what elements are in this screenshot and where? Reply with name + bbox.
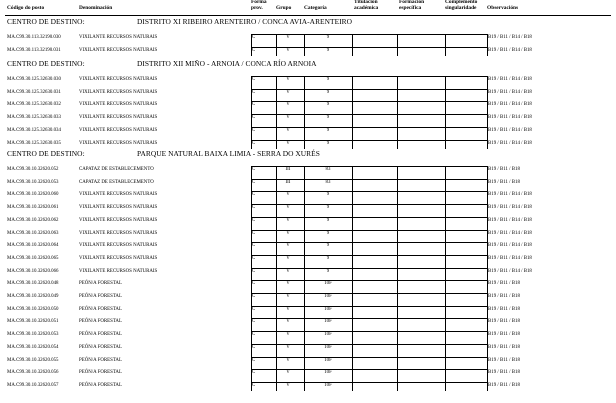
forma-provision: C <box>252 47 256 53</box>
observacions: B19 / B11 / B18 <box>488 281 520 287</box>
header-complemento-line2: singularidade <box>445 4 477 11</box>
observacions: B19 / B11 / B14 / B18 <box>488 127 532 133</box>
categoria: 10F <box>324 332 332 338</box>
post-code: MA.C99.30.10.32620.049 <box>7 294 59 299</box>
header-forma-line1: Forma <box>251 0 267 5</box>
post-code: MA.C99.30.10.32620.066 <box>7 268 59 274</box>
column-rule <box>276 34 277 56</box>
grupo: V <box>286 217 290 223</box>
observacions: B19 / B11 / B18 <box>488 332 520 338</box>
categoria: 9 <box>326 115 330 121</box>
forma-provision: C <box>252 192 256 198</box>
grupo: V <box>286 77 290 82</box>
column-rule <box>487 76 488 149</box>
grupo: V <box>286 243 290 249</box>
post-denomination: VIXILANTE RECURSOS NATURAIS <box>79 255 158 261</box>
observacions: B19 / B11 / B14 / B18 <box>488 35 532 40</box>
row-rule <box>251 204 487 205</box>
post-code: MA.C99.30.10.32620.051 <box>7 319 59 325</box>
post-denomination: VIXILANTE RECURSOS NATURAIS <box>79 89 158 95</box>
forma-provision: C <box>252 319 256 325</box>
row-rule <box>251 191 487 192</box>
forma-provision: C <box>252 332 256 338</box>
observacions: B19 / B11 / B18 <box>488 370 520 376</box>
post-denomination: VIXILANTE RECURSOS NATURAIS <box>79 243 158 249</box>
forma-provision: C <box>252 370 256 376</box>
row-rule <box>251 140 487 141</box>
row-rule <box>251 382 487 383</box>
column-rule <box>304 76 305 149</box>
forma-provision: C <box>252 140 256 146</box>
post-denomination: VIXILANTE RECURSOS NATURAIS <box>79 217 158 223</box>
grupo: V <box>286 294 290 299</box>
header-titulacion-line2: académica <box>354 4 379 11</box>
categoria: 9 <box>326 217 330 223</box>
categoria: 9 <box>326 255 330 261</box>
grupo: V <box>286 127 290 133</box>
forma-provision: C <box>252 357 256 363</box>
post-denomination: PEÓN/A FORESTAL <box>79 344 122 350</box>
post-code: MA.C99.30.113.32190.030 <box>7 35 61 40</box>
forma-provision: C <box>252 179 256 185</box>
post-denomination: PEÓN/A FORESTAL <box>79 357 122 363</box>
forma-provision: C <box>252 230 256 236</box>
forma-provision: C <box>252 382 256 388</box>
row-rule <box>251 306 487 307</box>
grupo: V <box>286 268 290 274</box>
observacions: B19 / B11 / B14 / B18 <box>488 47 532 53</box>
row-rule <box>251 369 487 370</box>
post-denomination: VIXILANTE RECURSOS NATURAIS <box>79 102 158 108</box>
post-code: MA.C99.30.10.32620.063 <box>7 230 59 236</box>
post-denomination: PEÓN/A FORESTAL <box>79 319 122 325</box>
post-denomination: VIXILANTE RECURSOS NATURAIS <box>79 127 158 133</box>
categoria: 9 <box>326 89 330 95</box>
row-rule <box>251 255 487 256</box>
observacions: B19 / B11 / B18 <box>488 357 520 363</box>
post-denomination: PEÓN/A FORESTAL <box>79 306 122 312</box>
header-denominacion: Denominación <box>79 5 113 11</box>
post-denomination: VIXILANTE RECURSOS NATURAIS <box>79 205 158 211</box>
forma-provision: C <box>252 115 256 121</box>
column-rule <box>397 34 398 56</box>
observacions: B19 / B11 / B14 / B18 <box>488 77 532 82</box>
observacions: B19 / B11 / B14 / B18 <box>488 268 532 274</box>
header-observacions: Observacións <box>487 5 519 11</box>
grupo: V <box>286 192 290 198</box>
post-code: MA.C99.30.10.32620.054 <box>7 344 59 350</box>
post-denomination: VIXILANTE RECURSOS NATURAIS <box>79 115 158 121</box>
categoria: 10F <box>324 357 332 363</box>
row-rule <box>251 280 487 281</box>
categoria: 9 <box>326 243 330 249</box>
row-rule <box>251 242 487 243</box>
column-rule <box>487 166 488 391</box>
grupo: V <box>286 370 290 376</box>
post-code: MA.C99.30.10.32620.056 <box>7 370 59 376</box>
observacions: B19 / B11 / B18 <box>488 294 520 299</box>
grupo: V <box>286 140 290 146</box>
section-label: CENTRO DE DESTINO: <box>7 17 85 26</box>
column-rule <box>397 76 398 149</box>
observacions: B19 / B11 / B18 <box>488 179 520 185</box>
grupo: V <box>286 102 290 108</box>
row-rule <box>251 318 487 319</box>
categoria: 10F <box>324 382 332 388</box>
header-complemento <box>445 0 477 15</box>
section-name: PARQUE NATURAL BAIXA LIMIA - SERRA DO XURÉS <box>137 149 320 158</box>
row-rule <box>251 344 487 345</box>
post-denomination: VIXILANTE RECURSOS NATURAIS <box>79 47 158 53</box>
grupo: V <box>286 35 290 40</box>
categoria: 10F <box>324 294 332 299</box>
post-denomination: PEÓN/A FORESTAL <box>79 281 122 287</box>
post-denomination: CAPATAZ DE ESTABLECEMENTO <box>79 179 154 185</box>
post-code: MA.C99.30.10.32620.062 <box>7 217 59 223</box>
categoria: 9 <box>326 127 330 133</box>
row-rule <box>251 179 487 180</box>
section-name: DISTRITO XI RIBEIRO ARENTEIRO / CONCA AVIA-ARENTEIRO <box>137 17 353 26</box>
row-rule <box>251 230 487 231</box>
grupo: V <box>286 357 290 363</box>
grupo: V <box>286 255 290 261</box>
row-rule <box>251 127 487 128</box>
row-rule <box>251 76 487 77</box>
post-denomination: VIXILANTE RECURSOS NATURAIS <box>79 140 158 146</box>
row-rule <box>251 89 487 90</box>
header-codigo: Código do posto <box>7 5 45 11</box>
forma-provision: C <box>252 294 256 299</box>
categoria: 10F <box>324 344 332 350</box>
row-rule <box>251 217 487 218</box>
observacions: B19 / B11 / B14 / B18 <box>488 115 532 121</box>
post-code: MA.C99.30.10.32620.064 <box>7 243 59 249</box>
row-rule <box>251 101 487 102</box>
observacions: B19 / B11 / B18 <box>488 306 520 312</box>
categoria: 83 <box>325 167 331 172</box>
row-rule <box>251 114 487 115</box>
post-denomination: VIXILANTE RECURSOS NATURAIS <box>79 35 158 40</box>
header-forma-line2: prov. <box>251 4 263 11</box>
categoria: 9 <box>326 192 330 198</box>
observacions: B19 / B11 / B14 / B18 <box>488 89 532 95</box>
header-grupo: Grupo <box>276 5 292 11</box>
categoria: 10F <box>324 319 332 325</box>
forma-provision: C <box>252 243 256 249</box>
row-rule <box>251 293 487 294</box>
post-code: MA.C99.30.10.32620.065 <box>7 255 59 261</box>
forma-provision: C <box>252 306 256 312</box>
categoria: 9 <box>326 230 330 236</box>
observacions: B19 / B11 / B14 / B18 <box>488 192 532 198</box>
observacions: B19 / B11 / B14 / B18 <box>488 140 532 146</box>
header-formacion <box>399 0 424 15</box>
header-titulacion <box>354 0 378 15</box>
post-denomination: PEÓN/A FORESTAL <box>79 382 122 388</box>
forma-provision: C <box>252 217 256 223</box>
categoria: 9 <box>326 205 330 211</box>
forma-provision: C <box>252 77 256 82</box>
row-rule <box>251 331 487 332</box>
column-rule <box>352 76 353 149</box>
post-denomination: PEÓN/A FORESTAL <box>79 370 122 376</box>
column-rule <box>352 34 353 56</box>
categoria: 9 <box>326 140 330 146</box>
grupo: V <box>286 382 290 388</box>
column-rule <box>251 34 252 56</box>
row-rule <box>251 166 487 167</box>
observacions: B19 / B11 / B18 <box>488 382 520 388</box>
post-code: MA.C99.30.125.32630.030 <box>7 77 61 82</box>
column-rule <box>445 34 446 56</box>
observacions: B19 / B11 / B14 / B18 <box>488 102 532 108</box>
post-code: MA.C99.30.125.32630.032 <box>7 102 61 108</box>
categoria: 10F <box>324 281 332 287</box>
grupo: V <box>286 332 290 338</box>
forma-provision: C <box>252 89 256 95</box>
forma-provision: C <box>252 167 256 172</box>
grupo: V <box>286 281 290 287</box>
forma-provision: C <box>252 344 256 350</box>
row-rule <box>251 357 487 358</box>
post-code: MA.C99.30.113.32190.031 <box>7 47 61 53</box>
post-code: MA.C99.30.10.32620.048 <box>7 281 59 287</box>
categoria: 83 <box>325 179 331 185</box>
categoria: 9 <box>326 268 330 274</box>
forma-provision: C <box>252 281 256 287</box>
post-code: MA.C99.30.10.32620.060 <box>7 192 59 198</box>
header-categoria: Categoría <box>304 5 327 11</box>
column-rule <box>304 34 305 56</box>
post-code: MA.C99.30.10.32620.055 <box>7 357 59 363</box>
forma-provision: C <box>252 35 256 40</box>
header-rule <box>5 15 611 16</box>
observacions: B19 / B11 / B18 <box>488 344 520 350</box>
post-code: MA.C99.30.10.32620.053 <box>7 332 59 338</box>
grupo: V <box>286 205 290 211</box>
section-label: CENTRO DE DESTINO: <box>7 59 85 68</box>
column-rule <box>487 34 488 56</box>
post-code: MA.C99.30.125.32630.035 <box>7 140 61 146</box>
observacions: B19 / B11 / B14 / B18 <box>488 217 532 223</box>
observacions: B19 / B11 / B14 / B18 <box>488 230 532 236</box>
observacions: B19 / B11 / B18 <box>488 319 520 325</box>
categoria: 10F <box>324 306 332 312</box>
post-code: MA.C99.30.10.32620.061 <box>7 205 59 211</box>
categoria: 10F <box>324 370 332 376</box>
section-label: CENTRO DE DESTINO: <box>7 149 85 158</box>
forma-provision: C <box>252 268 256 274</box>
post-denomination: VIXILANTE RECURSOS NATURAIS <box>79 230 158 236</box>
post-code: MA.C99.30.125.32630.034 <box>7 127 61 133</box>
post-code: MA.C99.30.10.32620.052 <box>7 167 59 172</box>
categoria: 9 <box>326 47 330 53</box>
row-rule <box>251 34 487 35</box>
post-denomination: VIXILANTE RECURSOS NATURAIS <box>79 192 158 198</box>
post-code: MA.C99.30.125.32630.031 <box>7 89 61 95</box>
categoria: 9 <box>326 77 330 82</box>
post-code: MA.C99.30.10.32620.057 <box>7 382 59 388</box>
observacions: B19 / B11 / B18 <box>488 167 520 172</box>
grupo: V <box>286 319 290 325</box>
header-titulacion-line1: Titulación <box>354 0 378 5</box>
post-code: MA.C99.30.125.32630.033 <box>7 115 61 121</box>
grupo: V <box>286 47 290 53</box>
observacions: B19 / B11 / B14 / B18 <box>488 243 532 249</box>
post-denomination: CAPATAZ DE ESTABLECEMENTO <box>79 167 154 172</box>
header-formacion-line1: Formación <box>399 0 425 5</box>
observacions: B19 / B11 / B14 / B18 <box>488 255 532 261</box>
row-rule <box>251 268 487 269</box>
observacions: B19 / B11 / B14 / B18 <box>488 205 532 211</box>
categoria: 9 <box>326 35 330 40</box>
grupo: V <box>286 344 290 350</box>
column-rule <box>445 76 446 149</box>
header-forma <box>251 0 267 15</box>
header-complemento-line1: Complemento <box>445 0 478 5</box>
post-code: MA.C99.30.10.32620.050 <box>7 306 59 312</box>
section-name: DISTRITO XII MIÑO - ARNOIA / CONCA RÍO ARNOIA <box>137 59 317 68</box>
post-code: MA.C99.30.10.32620.053 <box>7 179 59 185</box>
grupo: V <box>286 306 290 312</box>
post-denomination: PEÓN/A FORESTAL <box>79 294 122 299</box>
categoria: 9 <box>326 102 330 108</box>
forma-provision: C <box>252 255 256 261</box>
forma-provision: C <box>252 102 256 108</box>
post-denomination: VIXILANTE RECURSOS NATURAIS <box>79 268 158 274</box>
forma-provision: C <box>252 205 256 211</box>
grupo: V <box>286 115 290 121</box>
grupo: III <box>285 167 291 172</box>
column-rule <box>251 76 252 149</box>
column-rule <box>276 76 277 149</box>
row-rule <box>251 47 487 48</box>
post-denomination: VIXILANTE RECURSOS NATURAIS <box>79 77 158 82</box>
grupo: III <box>285 179 291 185</box>
grupo: V <box>286 89 290 95</box>
post-denomination: PEÓN/A FORESTAL <box>79 332 122 338</box>
forma-provision: C <box>252 127 256 133</box>
header-formacion-line2: específica <box>399 4 422 11</box>
grupo: V <box>286 230 290 236</box>
